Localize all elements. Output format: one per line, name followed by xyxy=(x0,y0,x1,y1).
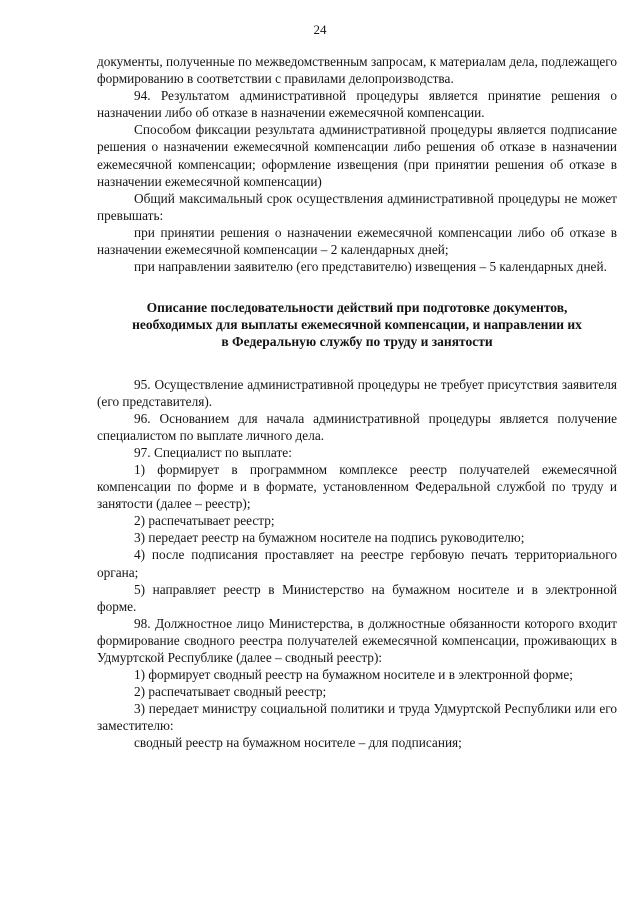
paragraph: документы, полученные по межведомственным запросам, к материалам дела, подлежащего формированию в соответствии с правилами делопроизводства. xyxy=(97,54,617,87)
paragraph: при принятии решения о назначении ежемесячной компенсации либо об отказе в назначении ежемесячной компенсации – 2 календарных дней; xyxy=(97,224,617,258)
section-heading xyxy=(97,299,617,350)
paragraph: сводный реестр на бумажном носителе – для подписания; xyxy=(134,735,462,751)
paragraph: 5) направляет реестр в Министерство на бумажном носителе и в электронной форме. xyxy=(97,581,617,614)
paragraph: 3) передает реестр на бумажном носителе на подпись руководителю; xyxy=(134,530,525,546)
section-heading-line-3: в Федеральную службу по труду и занятости xyxy=(221,334,493,350)
page-number: 24 xyxy=(313,22,327,37)
section-heading-line-2: необходимых для выплаты ежемесячной компенсации, и направлении их xyxy=(132,317,582,333)
paragraph: Общий максимальный срок осуществления административной процедуры не может превышать: xyxy=(97,190,617,223)
paragraph: 98. Должностное лицо Министерства, в должностные обязанности которого входит формирование сводного реестра получателей ежемесячной компенсации, проживающих в Удмуртской Республике (далее – сводный реестр): xyxy=(97,615,617,665)
paragraph: 1) формирует в программном комплексе реестр получателей ежемесячной компенсации по форме и в формате, установленном Федеральной службой по труду и занятости (далее – реестр); xyxy=(97,461,617,512)
paragraph: 2) распечатывает сводный реестр; xyxy=(134,684,327,700)
paragraph: 1) формирует сводный реестр на бумажном носителе и в электронной форме; xyxy=(134,667,573,683)
section-heading-line-1: Описание последовательности действий при подготовке документов, xyxy=(146,300,568,316)
paragraph: 2) распечатывает реестр; xyxy=(134,513,275,529)
paragraph: при направлении заявителю (его представителю) извещения – 5 календарных дней. xyxy=(134,259,607,275)
paragraph: 3) передает министру социальной политики и труда Удмуртской Республики или его заместителю: xyxy=(97,701,617,734)
section-register-preparation xyxy=(97,376,617,752)
paragraph: 97. Специалист по выплате: xyxy=(134,444,292,460)
section-administrative-result xyxy=(97,53,617,275)
paragraph: Способом фиксации результата административной процедуры является подписание решения о назначении ежемесячной компенсации либо решения об отказе в назначении ежемесячной компенсации; оформление извещения (при принятии решения об отказе в назначении ежемесячной компенсации) xyxy=(97,122,617,189)
document-body xyxy=(97,53,617,752)
paragraph: 95. Осуществление административной процедуры не требует присутствия заявителя (его представителя). xyxy=(97,376,617,409)
paragraph: 94. Результатом административной процедуры является принятие решения о назначении либо об отказе в назначении ежемесячной компенсации. xyxy=(97,88,617,121)
paragraph: 96. Основанием для начала административной процедуры является получение специалистом по выплате личного дела. xyxy=(97,410,617,443)
paragraph: 4) после подписания проставляет на реестре гербовую печать территориального органа; xyxy=(97,547,617,580)
